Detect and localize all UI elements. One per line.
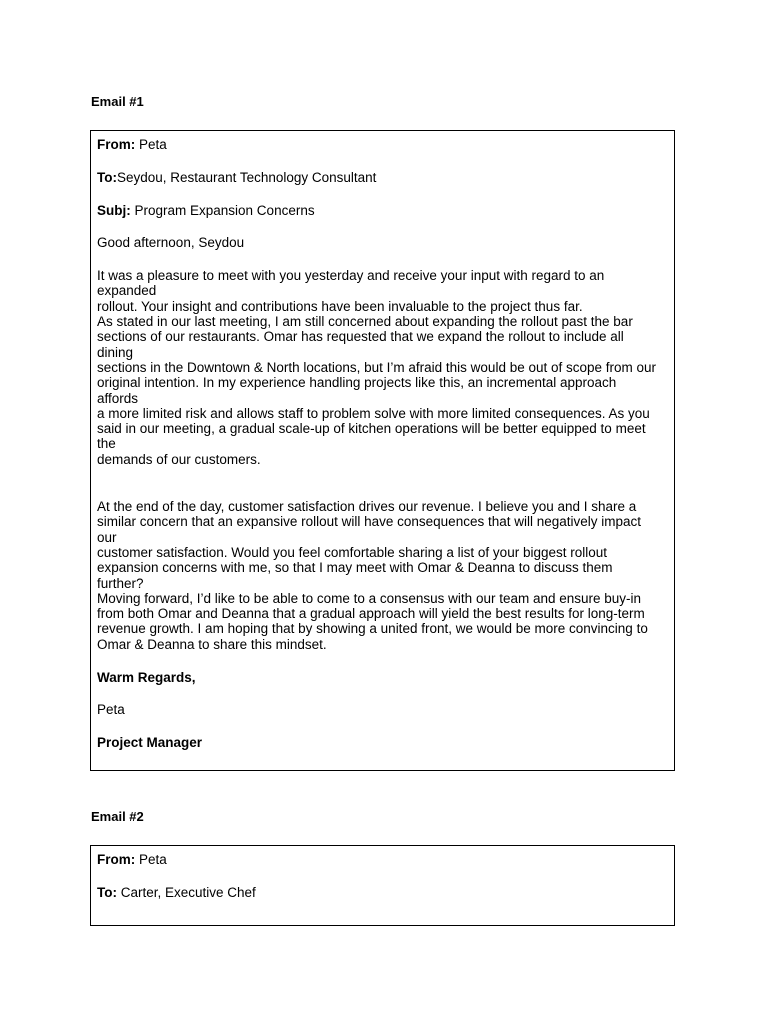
email-2-box [90, 845, 675, 926]
body-line: sections of our restaurants. Omar has requested that we expand the rollout to include all [97, 329, 624, 345]
subject-value: Program Expansion Concerns [130, 202, 315, 218]
body-line: expansion concerns with me, so that I may meet with Omar & Deanna to discuss them [97, 560, 613, 576]
body-line: expanded [97, 283, 157, 299]
to-label: To: [97, 884, 117, 900]
to-value: Seydou, Restaurant Technology Consultant [117, 169, 377, 185]
email-1-heading: Email #1 [91, 94, 144, 109]
from-value: Peta [135, 852, 167, 867]
body-line: As stated in our last meeting, I am still concerned about expanding the rollout past the bar [97, 314, 633, 330]
to-label: To: [97, 169, 117, 185]
body-line: from both Omar and Deanna that a gradual approach will yield the best results for long-term [97, 606, 645, 622]
body-line: revenue growth. I am hoping that by showing a united front, we would be more convincing to [97, 621, 648, 637]
body-line: further? [97, 575, 144, 591]
from-value: Peta [135, 137, 167, 152]
signature-name: Peta [97, 702, 125, 718]
body-line: affords [97, 390, 139, 406]
from-line [97, 137, 668, 152]
body-line: said in our meeting, a gradual scale-up of kitchen operations will be better equipped to meet [97, 421, 646, 437]
email-2-heading: Email #2 [91, 809, 144, 824]
email-1-box [90, 130, 675, 771]
body-line: At the end of the day, customer satisfaction drives our revenue. I believe you and I share a [97, 499, 637, 515]
body-line: rollout. Your insight and contributions have been invaluable to the project thus far. [97, 298, 583, 314]
subject-line [97, 203, 668, 218]
to-line [97, 170, 668, 185]
body-line: It was a pleasure to meet with you yesterday and receive your input with regard to an [97, 268, 605, 284]
to-value: Carter, Executive Chef [117, 884, 256, 900]
to-line [97, 885, 668, 900]
closing [97, 670, 668, 685]
body-line: sections in the Downtown & North locations, but I’m afraid this would be out of scope from our [97, 359, 657, 375]
body-line: similar concern that an expansive rollout will have consequences that will negatively impact [97, 514, 642, 530]
subject-label: Subj: [97, 202, 131, 218]
body-line: our [97, 529, 117, 545]
body-paragraph-1 [97, 268, 668, 467]
body-line: Moving forward, I’d like to be able to come to a consensus with our team and ensure buy-in [97, 590, 642, 606]
body-line: the [97, 436, 116, 452]
body-line: demands of our customers. [97, 451, 261, 467]
signature-title [97, 735, 668, 750]
body-line: dining [97, 344, 134, 360]
body-paragraph-2 [97, 499, 668, 652]
from-label: From: [97, 137, 136, 152]
signature-title-text: Project Manager [97, 735, 203, 751]
body-line: a more limited risk and allows staff to problem solve with more limited consequences. As you [97, 405, 650, 421]
body-line: customer satisfaction. Would you feel comfortable sharing a list of your biggest rollout [97, 544, 608, 560]
from-label: From: [97, 852, 136, 867]
greeting: Good afternoon, Seydou [97, 235, 245, 251]
from-line [97, 852, 668, 867]
body-line: original intention. In my experience handling projects like this, an incremental approach [97, 375, 617, 391]
body-line: Omar & Deanna to share this mindset. [97, 636, 327, 652]
closing-text: Warm Regards, [97, 669, 196, 685]
